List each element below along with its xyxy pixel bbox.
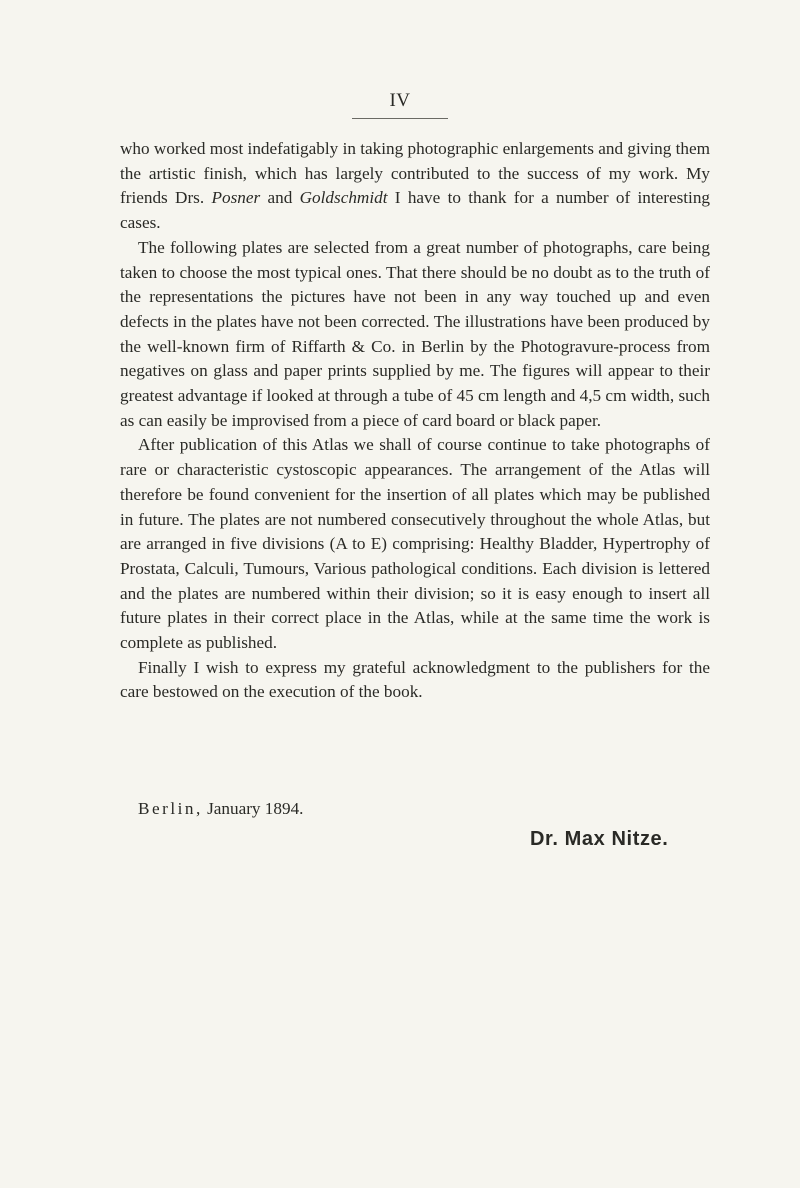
place-and-date [138,799,303,819]
paragraph-publisher-thanks: Finally I wish to express my grateful acknowledgment to the publishers for the care bestowed on the execution of the book. [120,657,710,702]
paragraph-1-end: I have to thank for a number of interesting cases. [120,188,711,233]
place: Berlin, [138,799,203,818]
author-signature: Dr. Max Nitze. [530,828,669,850]
paragraph-1-and: and [267,188,293,208]
name-goldschmidt: Goldschmidt [299,188,388,208]
paragraph-plates-selection: The following plates are selected from a great number of photographs, care being taken to choose the most typical ones. That there should be no doubt as to the truth of the representations the pictures have not been in any way touched up and even defects in the plates have not been corrected. The illustrations have been produced by the well-known firm of Riffarth & Co. in Berlin by the Photogravure-process from negatives on glass and paper prints supplied by me. The figures will appear to their greatest advantage if looked at through a tube of 45 cm length and 4,5 cm width, such as can easily be improvised from a piece of card board or black paper. [120,237,710,430]
preface-body [120,137,710,705]
paragraph-acknowledgment-colleagues [120,137,710,236]
page-number-rule [352,118,448,119]
paragraph-atlas-arrangement: After publication of this Atlas we shall of course continue to take photographs of rare or characteristic cystoscopic appearances. The arrangement of the Atlas will therefore be found convenient for the insertion of all plates which may be published in future. The plates are not numbered consecutively throughout the whole Atlas, but are arranged in five divisions (A to E) comprising: Healthy Bladder, Hypertrophy of Prostata, Calculi, Tumours, Various pathological conditions. Each division is lettered and the plates are numbered within their division; so it is easy enough to insert all future plates in their correct place in the Atlas, while at the same time the work is complete as published. [120,435,710,653]
date: January 1894. [207,799,304,818]
page-number: IV [389,90,411,111]
name-posner: Posner [211,188,261,208]
paragraph-1-text: who worked most indefatigably in taking photographic enlargements and giving them the artistic finish, which has largely contributed to the success of my work. My friends Drs. [120,139,710,208]
